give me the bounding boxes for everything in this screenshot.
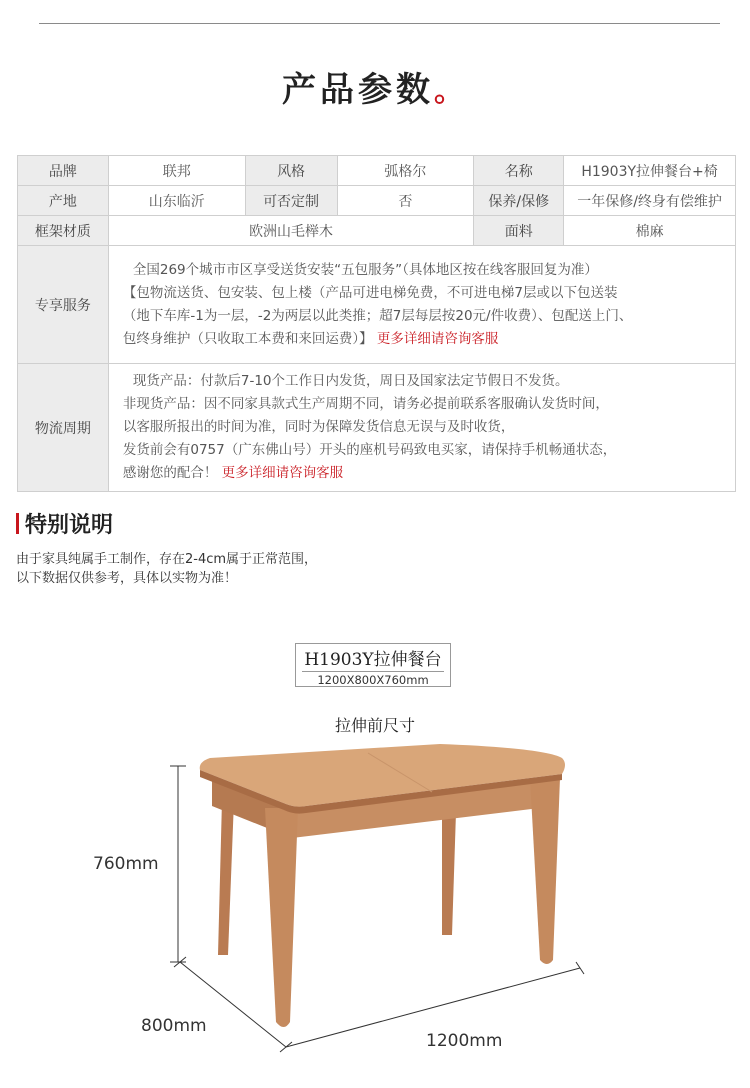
model-size: 1200X800X760mm	[302, 671, 444, 687]
dining-table-image	[0, 740, 750, 1080]
service-line: （地下车库-1为一层，-2为两层以此类推；超7层每层按20元/件收费）、包配送上门、	[122, 307, 633, 324]
fabric-label: 面料	[474, 216, 564, 246]
logistics-line	[123, 462, 721, 485]
frame-value: 欧洲山毛榉木	[108, 216, 473, 246]
model-name: H1903Y拉伸餐台	[304, 650, 442, 670]
size-caption: 拉伸前尺寸	[334, 716, 415, 735]
special-note-title	[16, 508, 113, 539]
fabric-value: 棉麻	[564, 216, 736, 246]
special-note-line: 以下数据仅供参考，具体以实物为准！	[16, 571, 238, 586]
logistics-line: 非现货产品：因不同家具款式生产周期不同，请务必提前联系客服确认发货时间，	[122, 396, 609, 412]
brand-value: 联邦	[108, 156, 245, 186]
top-divider	[39, 23, 720, 24]
table-row	[18, 156, 736, 186]
service-contact-link[interactable]: 更多详细请咨询客服	[376, 330, 499, 347]
logistics-line: 发货前会有0757（广东佛山号）开头的座机号码致电买家，请保持手机畅通状态，	[122, 442, 617, 458]
table-leg	[530, 778, 560, 964]
model-box	[295, 643, 451, 687]
logistics-line: 现货产品：付款后7-10个工作日内发货，周日及国家法定节假日不发货。	[132, 373, 569, 389]
frame-label: 框架材质	[18, 216, 109, 246]
height-label: 760mm	[93, 854, 159, 874]
service-line: 【包物流送货、包安装、包上楼（产品可进电梯免费，不可进电梯7层或以下包送装	[122, 284, 618, 301]
custom-label: 可否定制	[245, 186, 337, 216]
brand-label: 品牌	[18, 156, 109, 186]
service-line	[123, 328, 721, 351]
style-value: 弧格尔	[337, 156, 474, 186]
table-row	[18, 186, 736, 216]
logistics-label: 物流周期	[18, 364, 109, 492]
width-label: 1200mm	[426, 1031, 503, 1051]
logistics-line-text: 感谢您的配合！	[122, 465, 218, 481]
table-row	[18, 216, 736, 246]
name-label: 名称	[474, 156, 564, 186]
page-title	[0, 62, 750, 111]
service-line: 全国269个城市市区享受送货安装“五包服务”（具体地区按在线客服回复为准）	[132, 261, 598, 278]
table-leg	[218, 800, 234, 955]
origin-label: 产地	[18, 186, 109, 216]
special-note-line: 由于家具纯属手工制作，存在2-4cm属于正常范围，	[16, 552, 318, 567]
special-note-title-text: 特别说明	[25, 513, 114, 538]
name-value: H1903Y拉伸餐台+椅	[564, 156, 736, 186]
logistics-contact-link[interactable]: 更多详细请咨询客服	[221, 465, 344, 481]
table-row	[18, 364, 736, 492]
service-label: 专享服务	[18, 246, 109, 364]
title-accent-bar	[16, 513, 19, 534]
logistics-text	[108, 364, 735, 492]
warranty-value: 一年保修/终身有偿维护	[564, 186, 736, 216]
depth-label: 800mm	[141, 1016, 207, 1036]
page-title-text: 产品参数	[282, 70, 434, 110]
style-label: 风格	[245, 156, 337, 186]
custom-value: 否	[337, 186, 474, 216]
service-line-text: 包终身维护（只收取工本费和来回运费）】	[122, 330, 373, 347]
logistics-line: 以客服所报出的时间为准，同时为保障发货信息无误与及时收货，	[122, 419, 515, 435]
warranty-label: 保养/保修	[474, 186, 564, 216]
title-dot: 。	[434, 74, 468, 109]
table-leg	[265, 808, 298, 1027]
service-text	[108, 246, 735, 364]
table-row	[18, 246, 736, 364]
parameters-table	[17, 155, 736, 492]
table-leg	[442, 812, 456, 935]
special-note	[16, 550, 317, 588]
origin-value: 山东临沂	[108, 186, 245, 216]
